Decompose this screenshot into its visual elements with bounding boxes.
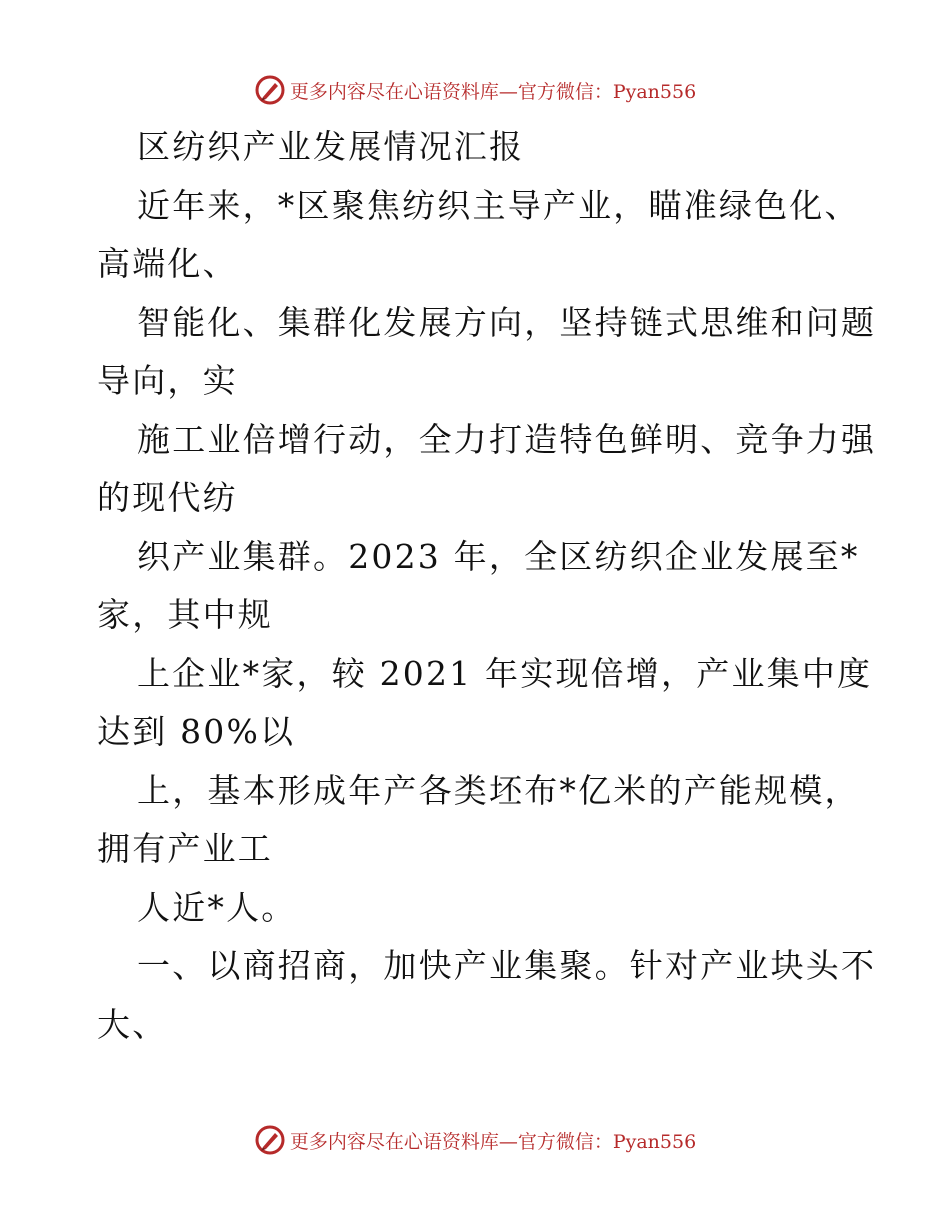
paragraph-line: 大、 xyxy=(97,1004,168,1044)
paragraph-line: 达到 80%以 xyxy=(97,712,296,751)
paragraph-line: 智能化、集群化发展方向，坚持链式思维和问题 xyxy=(137,302,877,342)
pen-seal-logo-icon xyxy=(254,74,286,106)
paragraph-line: 施工业倍增行动，全力打造特色鲜明、竞争力强 xyxy=(137,419,877,459)
section-heading-line: 一、以商招商，加快产业集聚。针对产业块头不 xyxy=(137,946,877,985)
paragraph-line: 近年来，*区聚焦纺织主导产业，瞄准绿色化、 xyxy=(137,185,860,225)
document-body xyxy=(97,118,877,1054)
pen-seal-logo-icon xyxy=(254,1124,286,1156)
header-watermark xyxy=(0,70,950,110)
paragraph-line: 家，其中规 xyxy=(97,595,273,634)
paragraph-line: 拥有产业工 xyxy=(97,829,273,868)
paragraph-line: 导向，实 xyxy=(97,361,238,400)
paragraph-line: 上企业*家，较 2021 年实现倍增，产业集中度 xyxy=(137,653,873,693)
paragraph-line: 织产业集群。2023 年，全区纺织企业发展至* xyxy=(137,536,860,576)
paragraph-line: 高端化、 xyxy=(97,244,238,283)
watermark-text: 更多内容尽在心语资料库—官方微信：Pyan556 xyxy=(289,80,697,103)
paragraph-line: 的现代纺 xyxy=(97,478,238,517)
document-title: 区纺织产业发展情况汇报 xyxy=(137,127,525,166)
paragraph-line: 上，基本形成年产各类坯布*亿米的产能规模， xyxy=(137,770,860,810)
paragraph-line: 人近*人。 xyxy=(137,887,297,927)
footer-watermark xyxy=(0,1120,950,1160)
watermark-text: 更多内容尽在心语资料库—官方微信：Pyan556 xyxy=(289,1130,697,1153)
